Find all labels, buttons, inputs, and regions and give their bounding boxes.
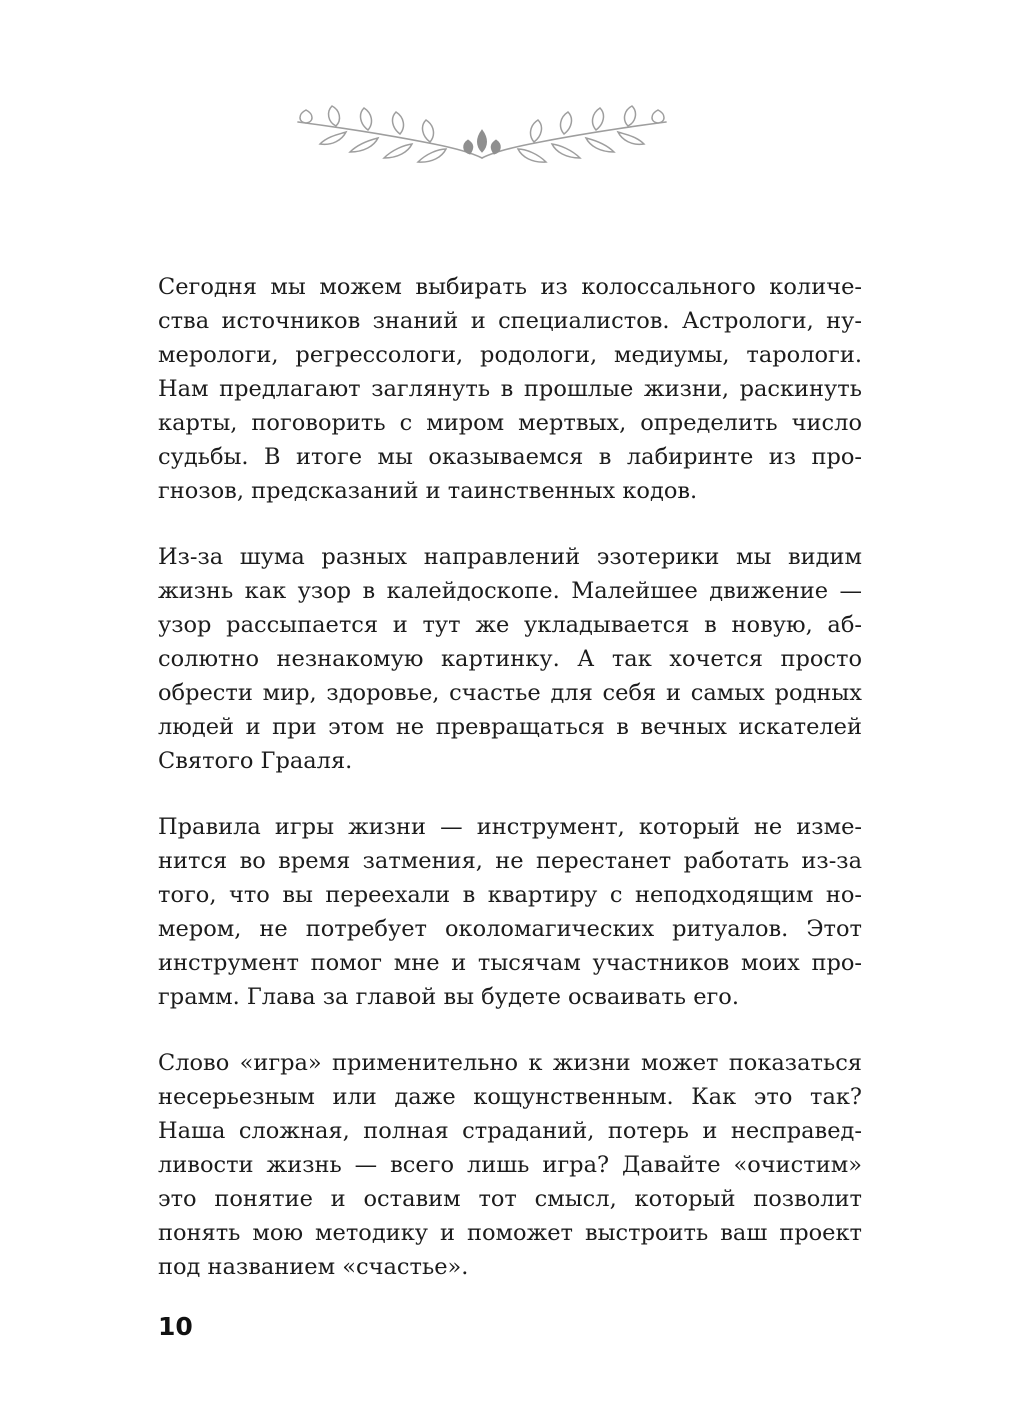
- body-text: [158, 270, 862, 1316]
- text-line: солютно незнакомую картинку. А так хочется просто: [158, 646, 862, 672]
- text-line: судьбы. В итоге мы оказываемся в лабиринте из про-: [158, 444, 862, 470]
- laurel-branch-icon: [284, 92, 680, 170]
- text-line: Святого Грааля.: [158, 748, 353, 774]
- text-line: карты, поговорить с миром мертвых, определить число: [158, 410, 862, 436]
- text-line: Из-за шума разных направлений эзотерики мы видим: [158, 544, 862, 570]
- text-line: ливости жизнь — всего лишь игра? Давайте «очистим»: [158, 1152, 862, 1178]
- text-line: ства источников знаний и специалистов. Астрологи, ну-: [158, 308, 862, 334]
- text-line: узор рассыпается и тут же укладывается в новую, аб-: [158, 612, 862, 638]
- text-line: того, что вы переехали в квартиру с неподходящим но-: [158, 882, 862, 908]
- text-line: инструмент помог мне и тысячам участников моих про-: [158, 950, 862, 976]
- text-line: несерьезным или даже кощунственным. Как это так?: [158, 1084, 862, 1110]
- paragraph-4: [158, 1046, 862, 1284]
- paragraph-1: [158, 270, 862, 508]
- text-line: Слово «игра» применительно к жизни может показаться: [158, 1050, 862, 1076]
- text-line: нится во время затмения, не перестанет работать из-за: [158, 848, 862, 874]
- text-line: мерологи, регрессологи, родологи, медиумы, тарологи.: [158, 342, 862, 368]
- text-line: Нам предлагают заглянуть в прошлые жизни, раскинуть: [158, 376, 862, 402]
- text-line: Сегодня мы можем выбирать из колоссального количе-: [158, 274, 862, 300]
- paragraph-2: [158, 540, 862, 778]
- text-line: людей и при этом не превращаться в вечных искателей: [158, 714, 862, 740]
- text-line: жизнь как узор в калейдоскопе. Малейшее движение —: [158, 578, 862, 604]
- text-line: Правила игры жизни — инструмент, который не изме-: [158, 814, 862, 840]
- text-line: мером, не потребует околомагических ритуалов. Этот: [158, 916, 862, 942]
- text-line: понять мою методику и поможет выстроить ваш проект: [158, 1220, 862, 1246]
- text-line: гнозов, предсказаний и таинственных кодов.: [158, 478, 698, 504]
- paragraph-3: [158, 810, 862, 1014]
- page-number: 10: [158, 1312, 193, 1341]
- text-line: грамм. Глава за главой вы будете осваивать его.: [158, 984, 740, 1010]
- text-line: обрести мир, здоровье, счастье для себя и самых родных: [158, 680, 862, 706]
- text-line: это понятие и оставим тот смысл, который позволит: [158, 1186, 862, 1212]
- text-line: под названием «счастье».: [158, 1254, 469, 1280]
- text-line: Наша сложная, полная страданий, потерь и несправед-: [158, 1118, 862, 1144]
